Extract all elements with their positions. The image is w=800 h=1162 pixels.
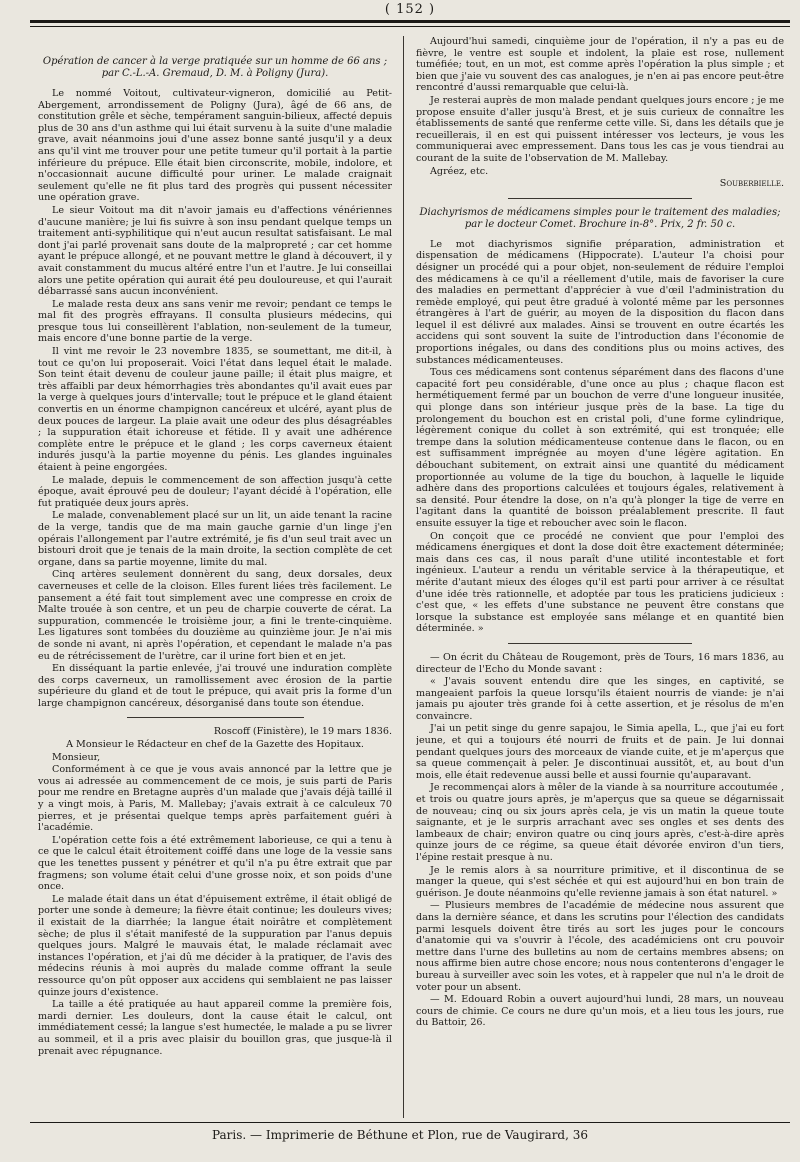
- paragraph: « J'avais souvent entendu dire que les singes, en captivité, se mangeaient parfois la queue lorsqu'ils étaient nourris de viande: je n'ai jamais pu ajouter très grande foi à cette assertion, et je résolus de m'en convaincre.: [416, 676, 784, 722]
- paragraph: Le malade, convenablement placé sur un lit, un aide tenant la racine de la verge, tandis que de ma main gauche garnie d'un linge j'en opérais l'allongement par l'autre extrémité, je fis d'un seul trait avec un bistouri droit que je tenais de la main droite, la section complète de cet organe, dans sa partie moyenne, limite du mal.: [38, 510, 392, 568]
- paragraph: J'ai un petit singe du genre sapajou, le Simia apella, L., que j'ai eu fort jeune, et qui a toujours été nourri de fruits et de pain. Je lui donnai pendant quelques jours des morceaux de viande cuite, et je m'aperçus que sa queue commençait à peler. Je discontinuai aussitôt, et, au bout d'un mois, elle était redevenue aussi belle et aussi fournie qu'auparavant.: [416, 723, 784, 781]
- paragraph: — Plusieurs membres de l'académie de médecine nous assurent que dans la dernière séance, et dans les scrutins pour l'élection des candidats parmi lesquels doivent être tirés au sort les juges pour le concours d'anatomie qui va s'ouvrir à l'école, des académiciens ont cru pouvoir mettre dans l'urne des bulletins au nom de certains membres absens; on nous affirme bien autre chose encore; nous nous contenterons d'engager le bureau à surveiller avec soin les votes, et à rappeler que nul n'a le droit de voter pour un absent.: [416, 900, 784, 993]
- paragraph: Le mot diachyrismos signifie préparation, administration et dispensation de médicamens (Hippocrate). L'auteur l'a choisi pour désigner un procédé qui a pour objet, non-seulement de réduire l'emploi des médicamens à ce qu'il a réellement d'utile, mais de favoriser la cure des maladies en permettant d'apprécier à vue d'œil l'administration du remède employé, qui peut être gradué à volonté même par les personnes étrangères à l'art de guérir, au moyen de la disposition du flacon dans lequel il est délivré aux malades. Ainsi se trouvent en outre écartés les accidens qui sont souvent la suite de l'introduction dans l'économie de proportions inégales, ou dans des conditions plus ou moins actives, des substances médicamenteuses.: [416, 238, 784, 366]
- page-header: [30, 0, 790, 36]
- paragraph: — M. Edouard Robin a ouvert aujourd'hui lundi, 28 mars, un nouveau cours de chimie. Ce cours ne dure qu'un mois, et a lieu tous les jours, rue du Battoir, 26.: [416, 994, 784, 1029]
- paragraph: — On écrit du Château de Rougemont, près de Tours, 16 mars 1836, au directeur de l'Echo du Monde savant :: [416, 651, 784, 675]
- paragraph: Agréez, etc.: [430, 165, 489, 177]
- letter-salutation: Monsieur,: [52, 751, 101, 763]
- paragraph: Le malade, depuis le commencement de son affection jusqu'à cette époque, avait éprouvé peu de douleur; l'ayant décidé à l'opération, elle fut pratiquée deux jours après.: [38, 474, 392, 509]
- paragraph: Aujourd'hui samedi, cinquième jour de l'opération, il n'y a pas eu de fièvre, le ventre est souple et indolent, la plaie est rose, nullement tuméfiée; tout, en un mot, est comme après l'opération la plus simple ; et bien que j'aie vu souvent des cas analogues, je n'en ai pas encore peut-être rencontré d'aussi remarquable que celui-là.: [416, 36, 784, 94]
- article-title-review: Diachyrismos de médicamens simples pour le traitement des maladies; par le docteur Comet. Brochure in-8°. Prix, 2 fr. 50 c.: [419, 206, 781, 230]
- letter-signature: Souberbielle.: [719, 178, 784, 190]
- page-number: ( 152 ): [384, 2, 436, 17]
- paragraph: En disséquant la partie enlevée, j'ai trouvé une induration complète des corps caverneux, un ramollissement avec érosion de la partie supérieure du gland et de tout le prépuce, qui avait pris la forme d'un large champignon cancéreux, désorganisé dans toute son étendue.: [38, 663, 392, 709]
- paragraph: Conformément à ce que je vous avais annoncé par la lettre que je vous ai adressée au commencement de ce mois, je suis parti de Paris pour me rendre en Bretagne auprès d'un malade que j'avais déjà taillé il y a vingt mois, à Paris, M. Mallebay; j'avais extrait à ce calculeux 70 pierres, et je présentai quelque temps après parfaitement guéri à l'académie.: [38, 764, 392, 834]
- letter-address: A Monsieur le Rédacteur en chef de la Gazette des Hopitaux.: [66, 739, 364, 751]
- paragraph: Le nommé Voitout, cultivateur-vigneron, domicilié au Petit-Abergement, arrondissement de Poligny (Jura), âgé de 66 ans, de constitution grêle et sèche, tempérament sanguin-bilieux, affecté depuis plus de 30 ans d'un asthme qui lui était survenu à la suite d'une maladie grave, avait néanmoins joui d'une assez bonne santé jusqu'il y a deux ans qu'il vint me trouver pour une petite tumeur qu'il portait à la partie inférieure du prépuce. Elle était bien circonscrite, mobile, indolore, et n'occasionnait aucune difficulté pour uriner. Le malade craignait seulement qu'elle ne fit plus tard des progrès qui pussent nécessiter une opération grave.: [38, 88, 392, 204]
- paragraph: Je le remis alors à sa nourriture primitive, et il discontinua de se manger la queue, qui s'est séchée et qui est aujourd'hui en bon train de guérison. Je doute néanmoins qu'elle revienne jamais à son état naturel. »: [416, 864, 784, 899]
- paragraph: Je recommençai alors à mêler de la viande à sa nourriture accoutumée , et trois ou quatre jours après, je m'aperçus que sa queue se dégarnissait de nouveau; cinq ou six jours après cela, je vis un matin la queue toute saignante, et je le surpris arrachant avec ses ongles et ses dents des lambeaux de chair; environ quatre ou cinq jours après, c'est-à-dire après quinze jours de ce régime, sa queue était dévorée environ d'un tiers, l'épine restait presque à nu.: [416, 782, 784, 863]
- paragraph: Le sieur Voitout ma dit n'avoir jamais eu d'affections vénériennes d'aucune manière; je lui fis suivre à son insu pendant quelque temps un traitement anti-syphilitique qui n'eut aucun resultat satisfaisant. Le mal dont j'ai parlé provenait sans doute de la malpropreté ; car cet homme ayant le prépuce allongé, et ne pouvant mettre le gland à découvert, il y avait constamment du mucus altéré entre l'un et l'autre. Je lui conseillai alors une petite opération qui aurait été peu douloureuse, et qui l'aurait débarrassé sans aucun inconvénient.: [38, 204, 392, 298]
- letter-place-date: Roscoff (Finistère), le 19 mars 1836.: [213, 726, 392, 738]
- paragraph: On conçoit que ce procédé ne convient que pour l'emploi des médicamens énergiques et dont la dose doit être exactement déterminée; mais dans ces cas, il nous paraît d'une utilité incontestable et fort ingénieux. L'auteur a rendu un véritable service à la thérapeutique, et mérite d'autant mieux des éloges qu'il est parti pour arriver à ce résultat d'une idée très rationnelle, et adoptée par tous les praticiens judicieux : c'est que, « les effets d'une substance ne peuvent être constans que lorsque la substance est employée sans mélange et en quantité bien déterminée. »: [416, 530, 784, 635]
- section-separator: [508, 198, 692, 199]
- paragraph: Tous ces médicamens sont contenus séparément dans des flacons d'une capacité fort peu considérable, d'une once au plus ; chaque flacon est hermétiquement fermé par un bouchon de verre d'une longueur inusitée, qui plonge dans son intérieur jusque près de la base. La tige du prolongement du bouchon est en cristal poli, d'une forme cylindrique, légèrement conique du collet à son extrémité, qui est tronquée; elle trempe dans la solution médicamenteuse contenue dans le flacon, ou en est suffisamment imprégnée au moyen d'une légère agitation. En débouchant subitement, on extrait ainsi une quantité du médicament proportionnée au volume de la tige du bouchon, à laquelle le liquide adhère dans des proportions calculées et toujours égales, relativement à sa densité. Pour étendre la dose, on n'a qu'à plonger la tige de verre en l'agitant dans la quantité de boisson préalablement prescrite. Il faut ensuite essuyer la tige et reboucher avec soin le flacon.: [416, 367, 784, 529]
- paragraph: Je resterai auprès de mon malade pendant quelques jours encore ; je me propose ensuite d'aller jusqu'à Brest, et je suis curieux de connaître les établissements de santé que renferme cette ville. Si, dans les détails que je recueillerais, il en est qui puissent intéresser vos lecteurs, je vous les communiquerai avec empressement. Dans tous les cas je vous tiendrai au courant de la suite de l'observation de M. Mallebay.: [416, 94, 784, 164]
- section-separator: [127, 717, 304, 718]
- paragraph: Il vint me revoir le 23 novembre 1835, se soumettant, me dit-il, à tout ce qu'on lui proposerait. Voici l'état dans lequel était le malade. Son teint était devenu de couleur jaune paille; il était plus maigre, et très affaibli par deux hémorrhagies très abondantes qu'il avait eues par la verge à quelques jours d'intervalle; tout le prépuce et le gland étaient convertis en un énorme champignon cancéreux et ulcéré, ayant plus de deux pouces de largeur. La plaie avait une odeur des plus désagréables ; la suppuration était ichoreuse et fétide. Il y avait une adhérence complète entre le prépuce et le gland ; les corps caverneux étaient indurés jusqu'à la partie moyenne du pénis. Les glandes inguinales étaient à peine engorgées.: [38, 346, 392, 473]
- printer-imprint: Paris. — Imprimerie de Béthune et Plon, rue de Vaugirard, 36: [211, 1128, 589, 1142]
- paragraph: L'opération cette fois a été extrêmement laborieuse, ce qui a tenu à ce que le calcul était étroitement coiffé dans une loge de la vessie sans que les tenettes pussent y pénétrer et qu'il n'a pu être extrait que par fragmens; son volume était celui d'une grosse noix, et son poids d'une once.: [38, 834, 392, 893]
- left-column: [38, 36, 392, 1116]
- header-rule: [30, 20, 790, 23]
- article-title-cancer: Opération de cancer à la verge pratiquée sur un homme de 66 ans ; par C.-L.-A. Gremaud, D. M. à Poligny (Jura).: [42, 56, 388, 79]
- section-separator: [508, 643, 692, 644]
- column-divider: [403, 36, 404, 1118]
- paragraph: Le malade resta deux ans sans venir me revoir; pendant ce temps le mal fit des progrès effrayans. Il consulta plusieurs médecins, qui presque tous lui conseillèrent l'ablation, non-seulement de la tumeur, mais encore d'une bonne partie de la verge.: [38, 298, 392, 345]
- footer-rule: [30, 1122, 790, 1123]
- paragraph: Cinq artères seulement donnèrent du sang, deux dorsales, deux caverneuses et celle de la cloison. Elles furent liées très facilement. Le pansement a été fait tout simplement avec une compresse en croix de Malte trouée à son centre, et un peu de charpie couverte de cérat. La suppuration, commencée le troisième jour, a fini le trente-cinquième. Les ligatures sont tombées du douzième au quinzième jour. Je n'ai mis de sonde ni avant, ni après l'opération, et cependant le malade n'a pas eu de rétrécissement de l'urètre, car il urine fort bien et en jet.: [38, 569, 392, 662]
- paragraph: La taille a été pratiquée au haut appareil comme la première fois, mardi dernier. Les douleurs, dont la cause était le calcul, ont immédiatement cessé; la langue s'est humectée, le malade a pu se livrer au sommeil, et il a pris avec plaisir du bouillon gras, que jusque-là il prenait avec répugnance.: [38, 999, 392, 1057]
- right-column: [416, 36, 784, 1116]
- paragraph: Le malade était dans un état d'épuisement extrême, il était obligé de porter une sonde à demeure; la fièvre était continue; les douleurs vives; il existait de la diarrhée; la langue était noirâtre et complètement sèche; de plus il s'était manifesté de la suppuration par l'anus depuis quelques jours. Malgré le mauvais état, le malade réclamait avec instances l'opération, et j'ai dû me décider à la pratiquer, de l'avis des médecins réunis à moi auprès du malade comme offrant la seule ressource qu'on pût opposer aux accidens qui semblaient ne pas laisser quinze jours d'existence.: [38, 893, 392, 998]
- header-rule-thin: [30, 26, 790, 27]
